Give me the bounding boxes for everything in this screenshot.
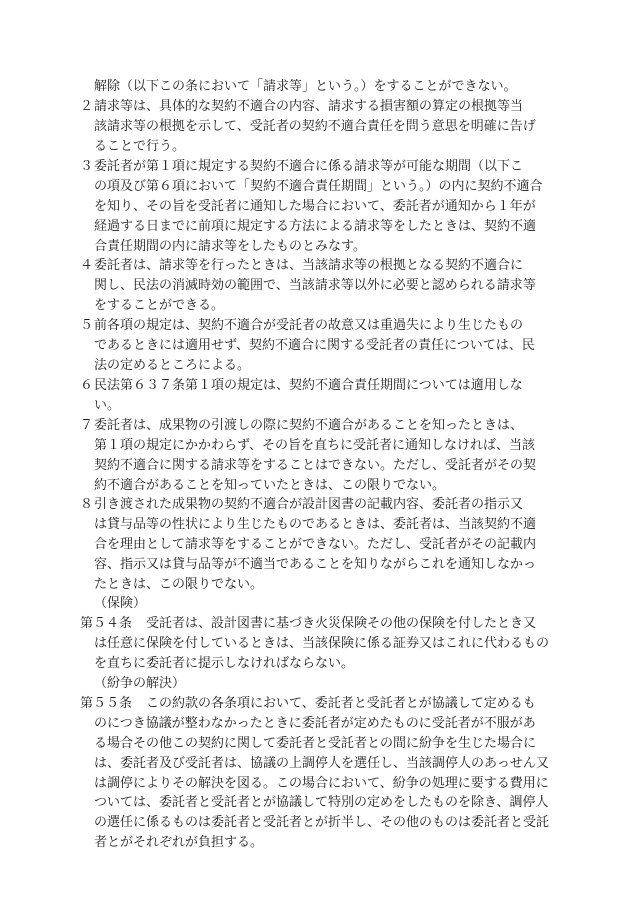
text-line: 関し、民法の消滅時効の範囲で、当該請求等以外に必要と認められる請求等 <box>94 277 536 293</box>
article-body <box>94 694 558 853</box>
article-heading-dispute: （紛争の解決） <box>94 676 186 691</box>
paragraph-body <box>94 256 558 316</box>
paragraph-number: ６ <box>80 378 94 393</box>
text-line: は貸与品等の性状により生じたものであるときは、委託者は、当該契約不適 <box>94 516 537 532</box>
article-body <box>94 614 558 674</box>
text-line: の選任に係るものは委託者と受託者とが折半し、その他のものは委託者と受託 <box>94 815 550 831</box>
text-line: 第１項の規定にかかわらず、その旨を直ちに受託者に通知しなければ、当該 <box>94 437 535 453</box>
paragraph-number: ４ <box>80 258 94 273</box>
paragraph-number: ５ <box>80 318 94 333</box>
text-line: 者とがそれぞれが負担する。 <box>94 835 264 851</box>
text-line: る場合その他この契約に関して委託者と受託者との間に紛争を生じた場合に <box>94 735 537 751</box>
text-line: 民法第６３７条第１項の規定は、契約不適合責任期間については適用しな <box>94 378 523 393</box>
text-line: 委託者は、請求等を行ったときは、当該請求等の根拠となる契約不適合に <box>94 258 524 273</box>
article-number: 第５４条 <box>80 616 133 631</box>
text-line: ることで行う。 <box>94 138 186 154</box>
paragraph-body <box>94 97 558 157</box>
text-line: 経過する日までに前項に規定する方法による請求等をしたときは、契約不適 <box>94 218 537 234</box>
text-line: 委託者は、成果物の引渡しの際に契約不適合があることを知ったときは、 <box>94 418 524 433</box>
text-line: を直ちに委託者に提示しなければならない。 <box>94 655 355 671</box>
paragraph-body <box>94 316 558 376</box>
paragraph-number: ８ <box>80 497 94 512</box>
text-line: 前各項の規定は、契約不適合が受託者の故意又は重過失により生じたもの <box>94 318 524 333</box>
text-line: 法の定めるところによる。 <box>94 357 251 373</box>
text-line: 委託者が第１項に規定する契約不適合に係る請求等が可能な期間（以下こ <box>94 159 524 174</box>
text-line: 契約不適合に関する請求等をすることはできない。ただし、受託者がその契 <box>94 457 537 473</box>
text-line: 合責任期間の内に請求等をしたものとみなす。 <box>94 238 366 254</box>
text-line: の項及び第６項において「契約不適合責任期間」という。）の内に契約不適合 <box>94 178 543 194</box>
text-line: は調停によりその解決を図る。この場合において、紛争の処理に要する費用に <box>94 775 549 791</box>
text-line: は任意に保険を付しているときは、当該保険に係る証券又はこれに代わるもの <box>94 635 550 651</box>
text-line: 合を理由として請求等をすることができない。ただし、受託者がその記載内 <box>94 536 537 552</box>
text-line: 請求等は、具体的な契約不適合の内容、請求する損害額の算定の根拠等当 <box>94 99 524 114</box>
paragraph-number: ７ <box>80 418 94 433</box>
text-line: い。 <box>94 397 121 413</box>
text-line: 引き渡された成果物の契約不適合が設計図書の記載内容、委託者の指示又 <box>94 497 524 512</box>
text-line: 容、指示又は貸与品等が不適当であることを知りながらこれを通知しなかっ <box>94 556 537 572</box>
text-line: をすることができる。 <box>94 297 225 313</box>
article-number: 第５５条 <box>80 696 133 711</box>
text-line: この約款の各条項において、委託者と受託者とが協議して定めるも <box>146 696 536 711</box>
text-line: を知り、その旨を受託者に通知した場合において、委託者が通知から１年が <box>94 198 536 214</box>
text-line: は、委託者及び受託者は、協議の上調停人を選任し、当該調停人のあっせん又 <box>94 755 549 771</box>
paragraph-body <box>94 495 558 594</box>
text-line: 該請求等の根拠を示して、受託者の契約不適合責任を問う意思を明確に告げ <box>94 118 536 134</box>
paragraph-body <box>94 157 558 256</box>
text-line: たときは、この限りでない。 <box>94 576 264 592</box>
text-line: 約不適合があることを知っていたときは、この限りでない。 <box>94 477 446 493</box>
text-line: 受託者は、設計図書に基づき火災保険その他の保険を付したとき又 <box>146 616 537 631</box>
text-line: ついては、委託者と受託者とが協議して特別の定めをしたものを除き、調停人 <box>94 795 549 811</box>
text-line: のにつき協議が整わなかったときに委託者が定めたものに受託者が不服があ <box>94 715 536 731</box>
paragraph-number: ２ <box>80 99 94 114</box>
paragraph-number: ３ <box>80 159 94 174</box>
paragraph-body <box>94 77 558 97</box>
paragraph-body <box>94 376 558 416</box>
article-heading-insurance: （保険） <box>94 596 147 611</box>
text-line: 解除（以下この条において「請求等」という。）をすることができない。 <box>94 79 517 94</box>
text-line: であるときには適用せず、契約不適合に関する受託者の責任については、民 <box>94 337 535 353</box>
paragraph-body <box>94 416 558 496</box>
